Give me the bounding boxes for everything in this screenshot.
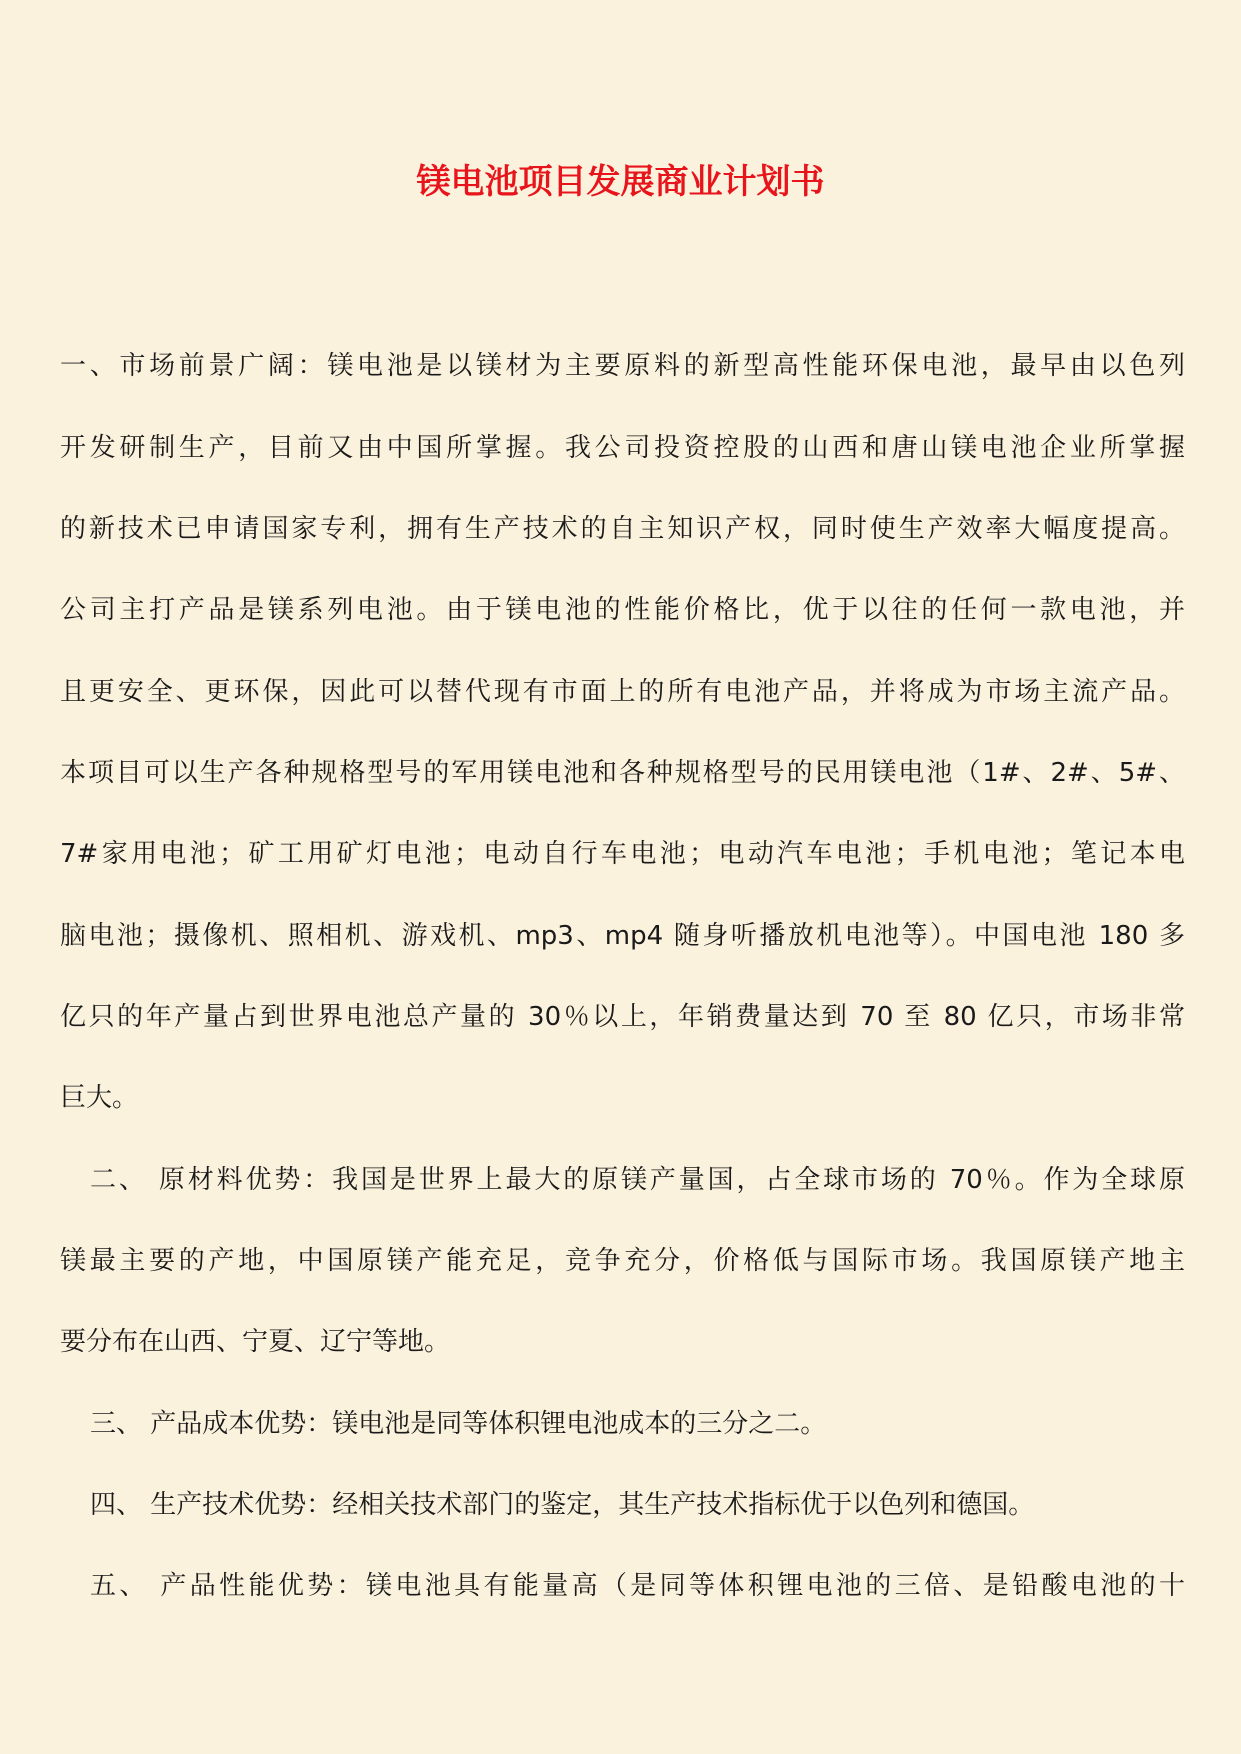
body-line: 且更安全、更环保，因此可以替代现有市面上的所有电池产品，并将成为市场主流产品。 <box>60 677 1185 707</box>
body-line: 四、 生产技术优势：经相关技术部门的鉴定，其生产技术指标优于以色列和德国。 <box>90 1490 1035 1520</box>
body-line: 公司主打产品是镁系列电池。由于镁电池的性能价格比，优于以往的任何一款电池，并 <box>60 595 1185 625</box>
body-line: 亿只的年产量占到世界电池总产量的 30％以上，年销费量达到 70 至 80 亿只，市场非常 <box>60 1002 1185 1032</box>
body-line: 脑电池；摄像机、照相机、游戏机、mp3、mp4 随身听播放机电池等）。中国电池 180 多 <box>60 921 1185 951</box>
body-line: 五、 产品性能优势：镁电池具有能量高（是同等体积锂电池的三倍、是铅酸电池的十 <box>90 1571 1185 1601</box>
body-line: 一、市场前景广阔：镁电池是以镁材为主要原料的新型高性能环保电池，最早由以色列 <box>60 351 1185 381</box>
body-line: 本项目可以生产各种规格型号的军用镁电池和各种规格型号的民用镁电池（1#、2#、5#、 <box>60 758 1185 788</box>
document-title: 镁电池项目发展商业计划书 <box>416 162 825 202</box>
body-line: 二、 原材料优势：我国是世界上最大的原镁产量国，占全球市场的 70％。作为全球原 <box>90 1165 1185 1195</box>
body-line: 开发研制生产，目前又由中国所掌握。我公司投资控股的山西和唐山镁电池企业所掌握 <box>60 433 1185 463</box>
body-line: 巨大。 <box>60 1083 139 1113</box>
body-line: 要分布在山西、宁夏、辽宁等地。 <box>60 1327 451 1357</box>
body-line: 的新技术已申请国家专利，拥有生产技术的自主知识产权，同时使生产效率大幅度提高。 <box>60 514 1185 544</box>
body-line: 镁最主要的产地，中国原镁产能充足，竞争充分，价格低与国际市场。我国原镁产地主 <box>60 1246 1185 1276</box>
body-line: 7#家用电池；矿工用矿灯电池；电动自行车电池；电动汽车电池；手机电池；笔记本电 <box>60 839 1185 869</box>
body-line: 三、 产品成本优势：镁电池是同等体积锂电池成本的三分之二。 <box>90 1409 827 1439</box>
